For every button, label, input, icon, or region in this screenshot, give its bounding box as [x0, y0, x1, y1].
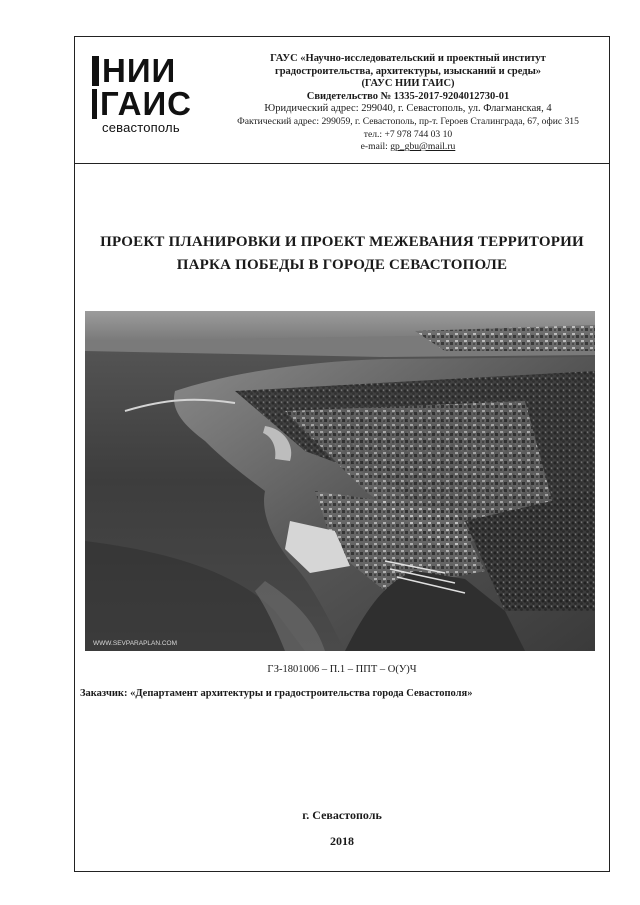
logo-bar-icon [92, 89, 97, 119]
page-frame [74, 36, 610, 872]
logo-bar-icon [92, 56, 99, 86]
photo-watermark: WWW.SEVPARAPLAN.COM [93, 640, 178, 647]
org-name-line2: градостроительства, архитектуры, изысканий и среды» [274, 65, 542, 77]
org-legal-address: Юридический адрес: 299040, г. Севастополь, ул. Флагманская, 4 [264, 103, 552, 115]
document-header [75, 37, 609, 164]
document-title [75, 231, 609, 277]
org-email-link[interactable]: gp_gbu@mail.ru [390, 141, 456, 153]
customer-line: Заказчик: «Департамент архитектуры и градостроительства города Севастополя» [80, 688, 473, 699]
org-actual-address: Фактический адрес: 299059, г. Севастополь, пр-т. Героев Сталинграда, 67, офис 315 [237, 115, 579, 127]
organization-info [212, 53, 604, 154]
document-code: ГЗ-1801006 – П.1 – ППТ – О(У)Ч [267, 664, 417, 675]
org-name-line1: ГАУС «Научно-исследовательский и проектный институт [270, 53, 546, 64]
title-line2: ПАРКА ПОБЕДЫ В ГОРОДЕ СЕВАСТОПОЛЕ [176, 257, 508, 273]
org-email-label: e-mail: [360, 141, 391, 153]
document-year: 2018 [330, 834, 354, 848]
org-email-row [212, 141, 604, 154]
logo-text-line3: севастополь [102, 120, 180, 135]
org-phone: тел.: +7 978 744 03 10 [363, 128, 453, 140]
logo-text-line1: НИИ [102, 52, 177, 89]
org-name-line3: (ГАУС НИИ ГАИС) [361, 78, 455, 90]
aerial-photo [85, 311, 595, 651]
nii-gais-logo [92, 54, 192, 136]
logo-text-line2: ГАИС [99, 85, 192, 122]
city-name: г. Севастополь [302, 808, 382, 822]
aerial-photo-image [85, 311, 595, 651]
org-certificate: Свидетельство № 1335-2017-9204012730-01 [306, 90, 510, 102]
title-line1: ПРОЕКТ ПЛАНИРОВКИ И ПРОЕКТ МЕЖЕВАНИЯ ТЕРРИТОРИИ [100, 234, 584, 250]
